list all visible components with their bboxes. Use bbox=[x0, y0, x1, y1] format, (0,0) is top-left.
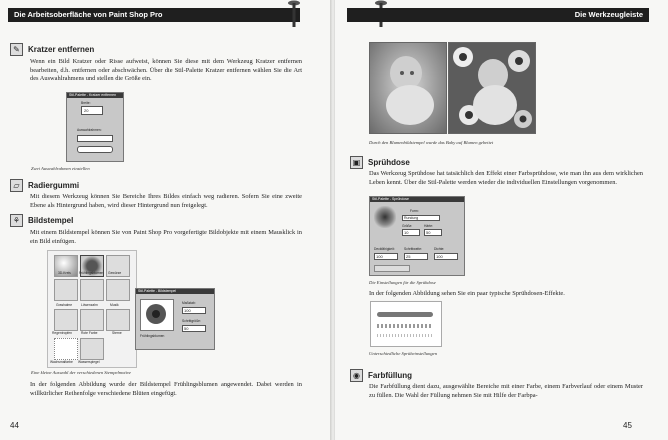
window-title: Stil-Palette - Kratzer entfernen bbox=[67, 93, 123, 98]
shape-select[interactable]: Rundung bbox=[402, 215, 440, 221]
motif-label: Rote Farbe bbox=[81, 331, 98, 335]
body-text: Mit diesem Werkzeug können Sie Bereiche Ihres Bildes einfach weg radieren. Sofern Sie eine zweite Ebene als Hintergrund haben, wird dieser Hintergrund nun freigelegt. bbox=[30, 193, 302, 209]
figure-caption: Eine kleine Auswahl der verschiedenen Stempelmotive bbox=[31, 370, 132, 375]
figure-caption: Durch den Blumenbildstempel wurde das Baby auf Blumen gebettet bbox=[369, 140, 494, 145]
running-header: Die Arbeitsoberfläche von Paint Shop Pro bbox=[8, 8, 300, 22]
brush-preview bbox=[374, 206, 396, 228]
right-page bbox=[335, 0, 668, 440]
flower-icon bbox=[141, 300, 171, 328]
field-label: Deckfähigkeit: bbox=[374, 247, 395, 251]
section-heading-spruehdose bbox=[350, 156, 410, 169]
hardness-input[interactable]: 50 bbox=[424, 229, 442, 236]
motif-tile[interactable] bbox=[54, 338, 78, 360]
section-title: Radiergummi bbox=[28, 181, 80, 190]
opacity-input[interactable]: 100 bbox=[374, 253, 398, 260]
body-text: Das Werkzeug Sprühdose hat tatsächlich den Effekt einer Farbsprühdose, wie man ihn aus dem wirklichen Leben kennt. Über die Stil-Palette werden wieder die individuellen Einstellungen vorgenommen. bbox=[369, 170, 643, 186]
motif-tile[interactable] bbox=[80, 279, 104, 301]
figure-caption: Zwei Auswahlrahmen einstellen bbox=[31, 166, 90, 171]
motif-label: Regentropfen bbox=[52, 331, 72, 335]
section-heading-kratzer bbox=[10, 43, 94, 56]
field-label: Maßstab: bbox=[182, 301, 196, 305]
figure-caption: Die Einstellungen für die Sprühdose bbox=[369, 280, 436, 285]
page-number: 45 bbox=[623, 421, 632, 430]
body-text: In der folgenden Abbildung wurde der Bildstempel Frühlingsblumen angewendet. Dabei werden in willkürlicher Reihenfolge verschiedene Blüten eingefügt. bbox=[30, 381, 302, 397]
brush-options-bar[interactable] bbox=[374, 265, 410, 272]
pin-icon bbox=[286, 0, 302, 30]
window-title: Stil-Palette - Sprühdose bbox=[370, 197, 464, 202]
step-input[interactable]: 50 bbox=[182, 325, 206, 332]
section-title: Kratzer entfernen bbox=[28, 45, 95, 54]
flowers-image bbox=[449, 43, 536, 134]
body-text: Mit einem Bildstempel können Sie von Paint Shop Pro vorgefertigte Bildobjekte mit einem Mausklick in ein Bild einfügen. bbox=[30, 229, 302, 245]
stamp-preview[interactable] bbox=[140, 299, 174, 331]
selected-motif-name: Frühlingsblumen bbox=[140, 334, 165, 338]
scale-input[interactable]: 100 bbox=[182, 307, 206, 314]
eraser-icon: ▱ bbox=[10, 179, 23, 192]
section-title: Bildstempel bbox=[28, 216, 74, 225]
density-input[interactable]: 100 bbox=[434, 253, 458, 260]
spray-stroke bbox=[377, 334, 433, 337]
size-input[interactable]: 20 bbox=[81, 106, 103, 115]
left-page bbox=[0, 0, 332, 440]
spray-can-icon: ▣ bbox=[350, 156, 363, 169]
motif-label: Löwenzahn bbox=[81, 303, 98, 307]
fill-bucket-icon: ◉ bbox=[350, 369, 363, 382]
section-title: Sprühdose bbox=[368, 158, 410, 167]
size-input[interactable]: 10 bbox=[402, 229, 420, 236]
motif-tile[interactable] bbox=[106, 279, 130, 301]
spray-stroke bbox=[377, 312, 433, 317]
motif-tile[interactable] bbox=[80, 338, 104, 360]
baby-on-flowers-photo bbox=[448, 42, 536, 134]
frame-option-round[interactable] bbox=[77, 146, 113, 153]
baby-photo bbox=[369, 42, 447, 134]
field-label: Größe: bbox=[402, 224, 413, 228]
motif-tile[interactable] bbox=[80, 309, 104, 331]
section-heading-farbfuellung bbox=[350, 369, 412, 382]
field-label: Form: bbox=[410, 209, 419, 213]
frame-option-rect[interactable] bbox=[77, 135, 113, 142]
baby-image bbox=[370, 43, 447, 134]
section-heading-bildstempel bbox=[10, 214, 73, 227]
motif-label: Wachsmalfarbe bbox=[50, 360, 73, 364]
motif-label: Gewürze bbox=[108, 271, 122, 275]
body-text: Die Farbfüllung dient dazu, ausgewählte Bereiche mit einer Farbe, einem Farbverlauf oder einem Muster zu füllen. Die Wahl der Füllung nehmen Sie mit Hilfe der Farbpa- bbox=[369, 383, 643, 399]
spray-effects-sample bbox=[370, 301, 442, 347]
field-label: Dichte: bbox=[434, 247, 445, 251]
section-title: Farbfüllung bbox=[368, 371, 412, 380]
window-title: Stil-Palette - Bildstempel bbox=[136, 289, 214, 294]
motif-label: Sterne bbox=[112, 331, 122, 335]
motif-label: Frühlingsblumen bbox=[79, 271, 104, 275]
motif-tile[interactable] bbox=[106, 309, 130, 331]
running-header: Die Werkzeugleiste bbox=[347, 8, 649, 22]
field-label: Breite: bbox=[81, 101, 91, 105]
stamp-icon: ⚘ bbox=[10, 214, 23, 227]
body-text: In der folgenden Abbildung sehen Sie ein paar typische Sprühdosen-Effekte. bbox=[369, 290, 565, 297]
step-input[interactable]: 25 bbox=[404, 253, 428, 260]
motif-label: Grashalme bbox=[56, 303, 73, 307]
scratch-palette-window bbox=[66, 92, 124, 162]
spray-stroke bbox=[377, 324, 433, 328]
body-text: Wenn ein Bild Kratzer oder Risse aufweist, können Sie diese mit dem Werkzeug Kratzer entfernen bearbeiten, d.h. entfernen oder abschwächen. Über die Stil-Palette Kratzer entfernen wählen Sie die Art des Auswahlrahmens und stellen die Größe ein. bbox=[30, 58, 302, 82]
motif-label: Musik bbox=[110, 303, 119, 307]
page-number: 44 bbox=[10, 421, 19, 430]
stamp-motif-grid bbox=[47, 250, 137, 368]
figure-caption: Unterschiedliche Sprüheinstellungen bbox=[369, 351, 437, 356]
motif-tile[interactable] bbox=[54, 309, 78, 331]
field-label: Schrittweite: bbox=[404, 247, 422, 251]
motif-label: Wasserspiegel bbox=[78, 360, 100, 364]
field-label: Schrittgröße: bbox=[182, 319, 201, 323]
field-label: Härte: bbox=[424, 224, 433, 228]
motif-tile[interactable] bbox=[54, 279, 78, 301]
spray-palette-window bbox=[369, 196, 465, 276]
scratch-tool-icon: ✎ bbox=[10, 43, 23, 56]
field-label: Auswahlrahmen: bbox=[77, 128, 102, 132]
stamp-palette-window bbox=[135, 288, 215, 350]
motif-label: 3D-Kreis bbox=[58, 271, 71, 275]
section-heading-radiergummi bbox=[10, 179, 79, 192]
